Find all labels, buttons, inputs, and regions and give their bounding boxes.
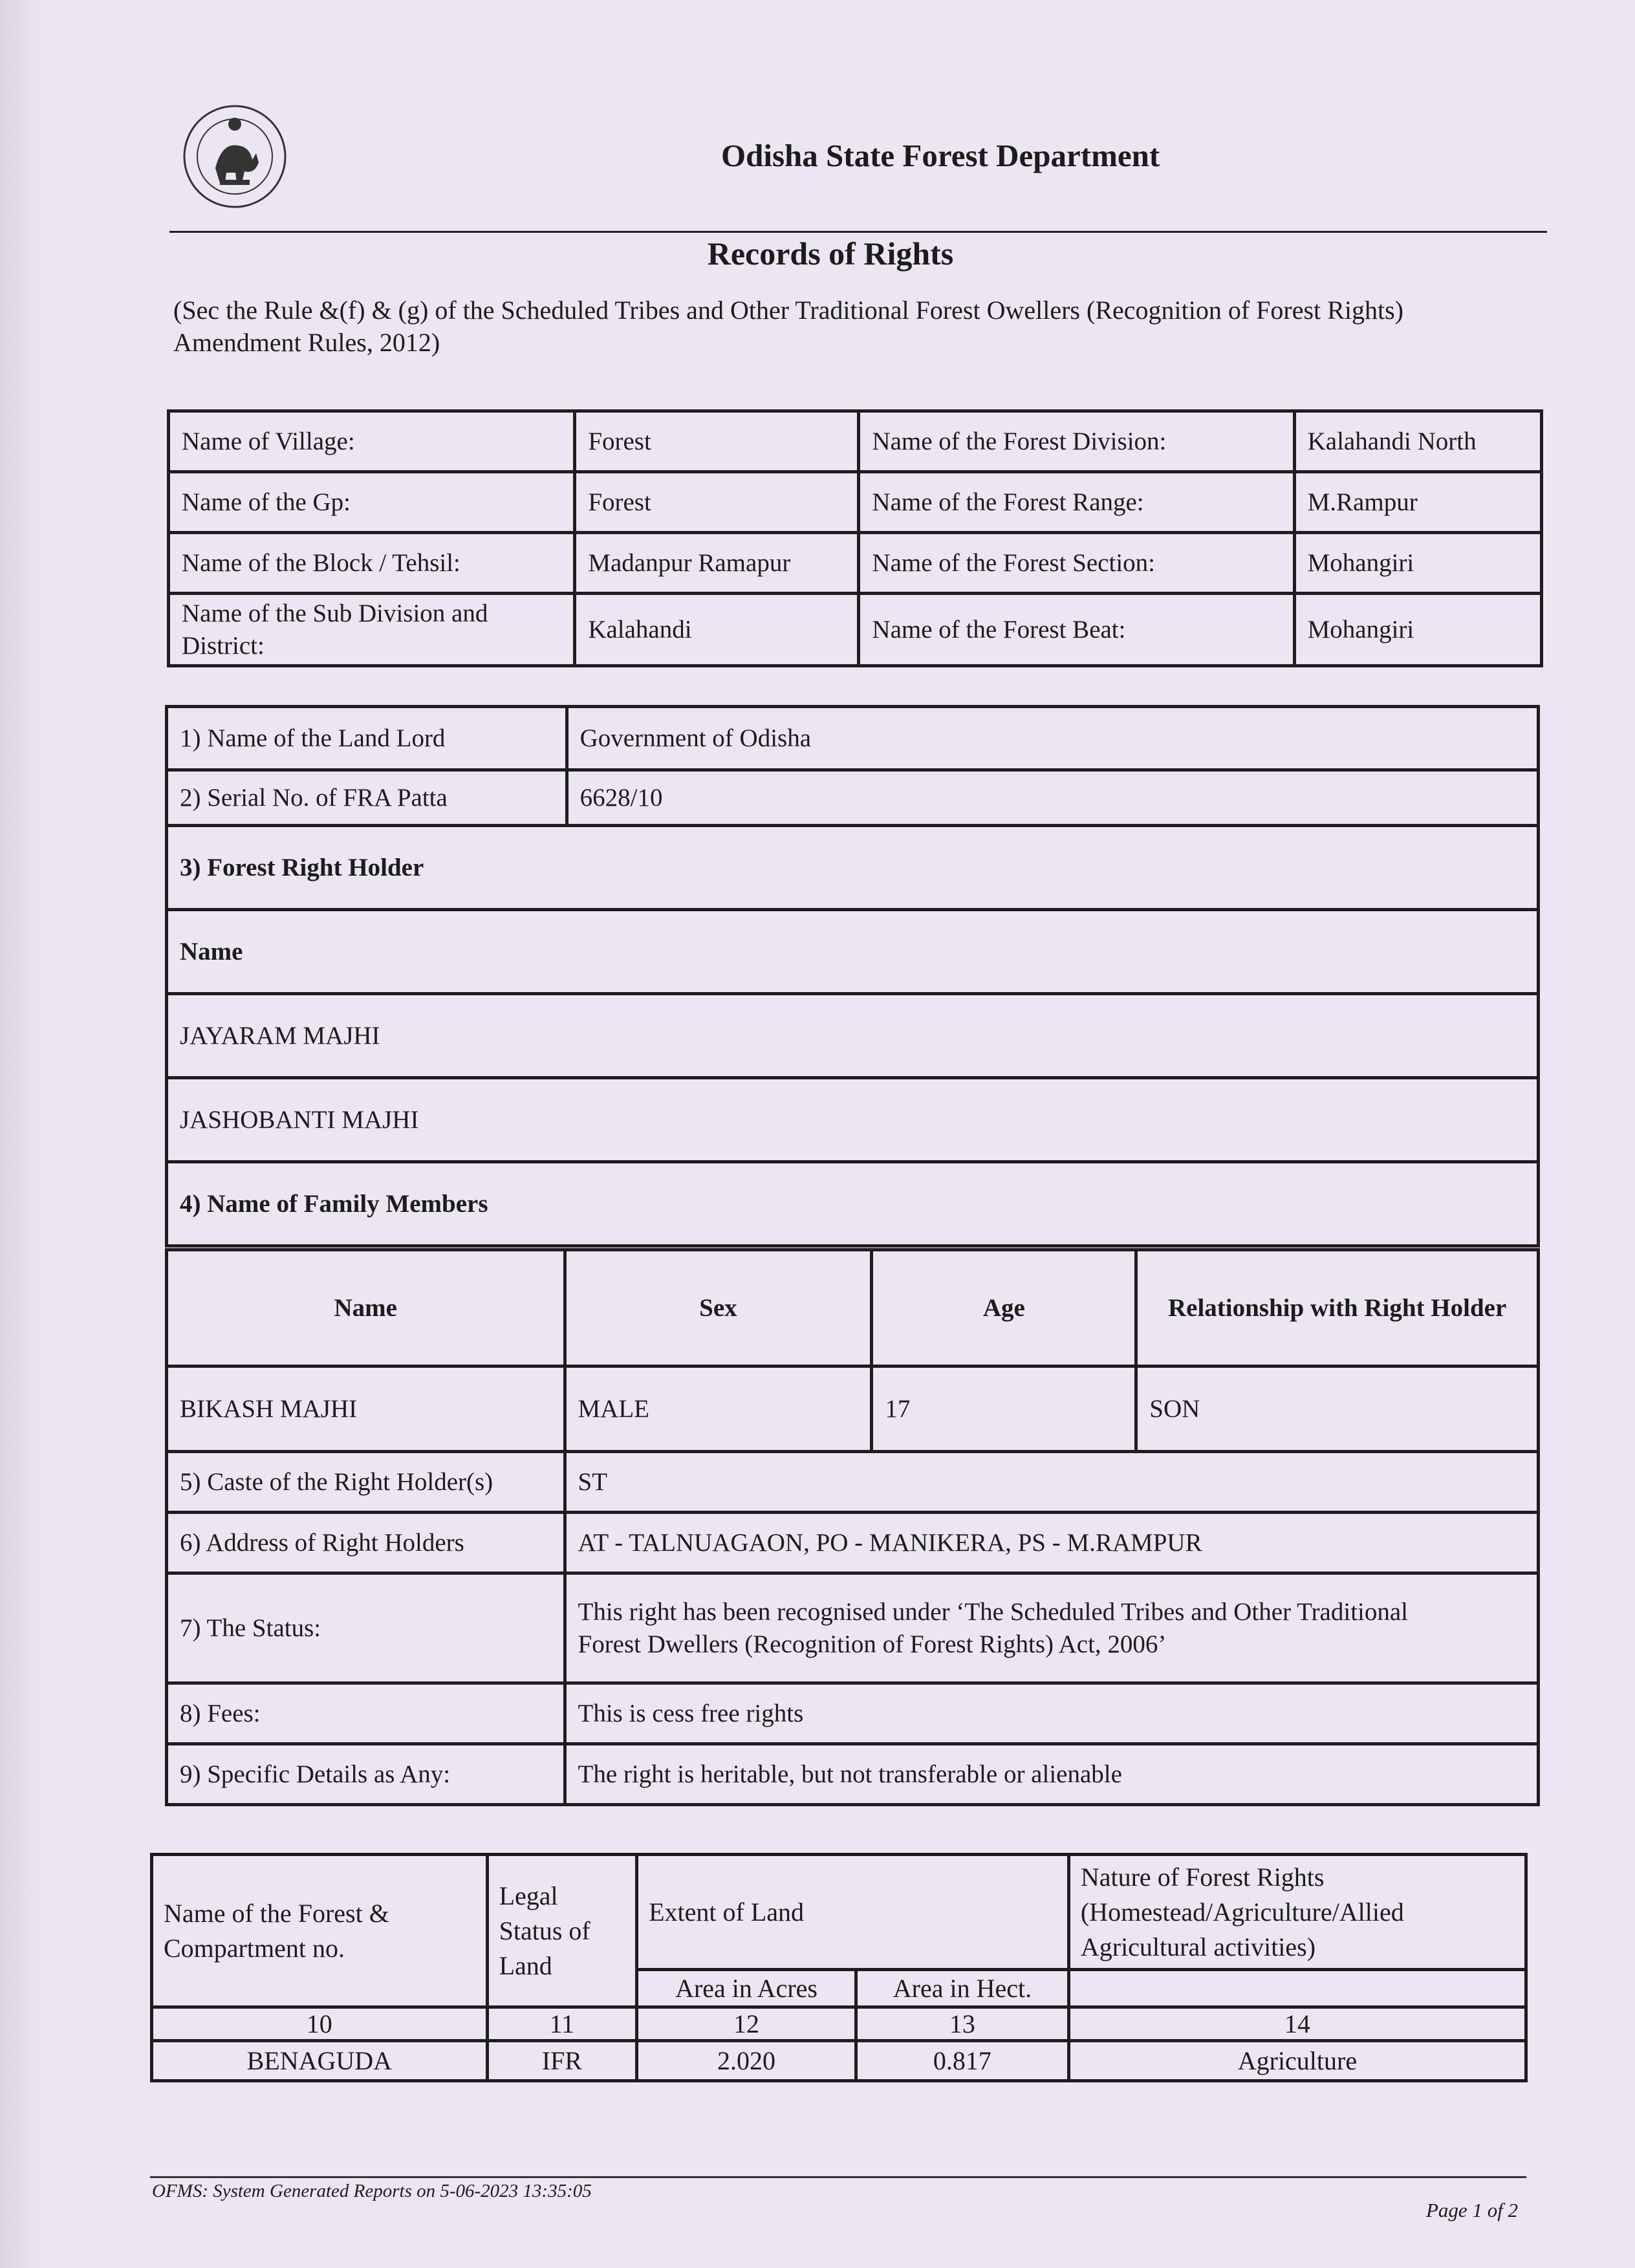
col-age-header: Age: [872, 1250, 1136, 1366]
table-row: [167, 826, 1539, 910]
block-label: Name of the Block / Tehsil:: [169, 533, 575, 594]
area-acres-header: Area in Acres: [637, 1970, 856, 2007]
table-row: [169, 594, 1542, 666]
gp-value: Forest: [575, 472, 859, 533]
document-title: Records of Rights: [707, 235, 954, 272]
table-row: [152, 2041, 1526, 2081]
patta-serial-value: 6628/10: [567, 770, 1538, 826]
table-row: [167, 994, 1539, 1078]
table-header-row: [152, 1855, 1526, 1970]
subdivision-label: Name of the Sub Division and District:: [169, 594, 575, 666]
column-number-row: [152, 2007, 1526, 2041]
holder-name: JAYARAM MAJHI: [167, 994, 1539, 1078]
header-divider: [169, 231, 1547, 233]
family-members-table: [165, 1248, 1540, 1806]
generated-timestamp: OFMS: System Generated Reports on 5-06-2023 13:35:05: [152, 2181, 592, 2201]
location-table: [167, 409, 1543, 667]
table-row: [169, 411, 1542, 472]
member-age: 17: [872, 1366, 1136, 1452]
table-header-row: [167, 1250, 1539, 1366]
division-label: Name of the Forest Division:: [859, 411, 1294, 472]
address-value: AT - TALNUAGAON, PO - MANIKERA, PS - M.RAMPUR: [565, 1513, 1539, 1573]
footer-divider: [150, 2176, 1526, 2178]
col-number: 10: [152, 2007, 488, 2041]
table-row: [167, 1162, 1539, 1246]
member-sex: MALE: [565, 1366, 872, 1452]
col-number: 14: [1068, 2007, 1526, 2041]
fees-value: This is cess free rights: [565, 1683, 1539, 1744]
area-acres: 2.020: [637, 2041, 856, 2081]
nature-header: Nature of Forest Rights (Homestead/Agriculture/Allied Agricultural activities): [1068, 1855, 1526, 1970]
caste-label: 5) Caste of the Right Holder(s): [167, 1452, 565, 1513]
area-hect: 0.817: [856, 2041, 1068, 2081]
nature-subheader: [1068, 1970, 1526, 2007]
table-row: [167, 1513, 1539, 1573]
status-value: [565, 1573, 1539, 1683]
gp-label: Name of the Gp:: [169, 472, 575, 533]
section-label: Name of the Forest Section:: [859, 533, 1294, 594]
page-number: Page 1 of 2: [1426, 2199, 1519, 2221]
beat-value: Mohangiri: [1294, 594, 1541, 666]
holder-name-heading: Name: [167, 910, 1539, 994]
extent-header: Extent of Land: [637, 1855, 1069, 1970]
col-number: 12: [637, 2007, 856, 2041]
nature-of-rights: Agriculture: [1068, 2041, 1526, 2081]
details-label: 9) Specific Details as Any:: [167, 1744, 565, 1805]
rights-holder-table: [165, 705, 1540, 1247]
member-relation: SON: [1136, 1366, 1539, 1452]
status-line-1: This right has been recognised under ‘The Scheduled Tribes and Other Traditional: [578, 1597, 1409, 1626]
details-value: The right is heritable, but not transferable or alienable: [565, 1744, 1539, 1805]
village-value: Forest: [575, 411, 859, 472]
land-details-table: [150, 1853, 1528, 2082]
holder-name: JASHOBANTI MAJHI: [167, 1078, 1539, 1162]
right-holder-heading: 3) Forest Right Holder: [167, 826, 1539, 910]
status-line-2: Forest Dwellers (Recognition of Forest Rights) Act, 2006’: [578, 1630, 1167, 1658]
member-name: BIKASH MAJHI: [167, 1366, 565, 1452]
department-title: Odisha State Forest Department: [721, 138, 1160, 173]
forest-name: BENAGUDA: [152, 2041, 488, 2081]
family-members-heading: 4) Name of Family Members: [167, 1162, 1539, 1246]
section-value: Mohangiri: [1294, 533, 1541, 594]
table-row: [169, 533, 1542, 594]
table-row: [169, 472, 1542, 533]
col-sex-header: Sex: [565, 1250, 872, 1366]
status-label: 7) The Status:: [167, 1573, 565, 1683]
table-row: [167, 1744, 1539, 1805]
division-value: Kalahandi North: [1294, 411, 1541, 472]
table-row: [167, 1078, 1539, 1162]
table-row: [167, 1573, 1539, 1683]
col-number: 11: [487, 2007, 636, 2041]
range-value: M.Rampur: [1294, 472, 1541, 533]
range-label: Name of the Forest Range:: [859, 472, 1294, 533]
col-relation-header: Relationship with Right Holder: [1136, 1250, 1539, 1366]
legal-status-header: Legal Status of Land: [487, 1855, 636, 2007]
fees-label: 8) Fees:: [167, 1683, 565, 1744]
table-row: [167, 1366, 1539, 1452]
table-row: [167, 770, 1539, 826]
landlord-value: Government of Odisha: [567, 707, 1538, 770]
block-value: Madanpur Ramapur: [575, 533, 859, 594]
col-number: 13: [856, 2007, 1068, 2041]
table-row: [167, 910, 1539, 994]
document-subtitle: (Sec the Rule &(f) & (g) of the Scheduled Tribes and Other Traditional Forest Owellers (Recognition of Forest Rights) Amendment Rules, 2012): [173, 296, 1403, 357]
scan-shadow: [0, 0, 45, 2268]
subdivision-value: Kalahandi: [575, 594, 859, 666]
forest-compartment-header: Name of the Forest & Compartment no.: [152, 1855, 488, 2007]
caste-value: ST: [565, 1452, 1539, 1513]
area-hect-header: Area in Hect.: [856, 1970, 1068, 2007]
landlord-label: 1) Name of the Land Lord: [167, 707, 567, 770]
patta-serial-label: 2) Serial No. of FRA Patta: [167, 770, 567, 826]
table-row: [167, 1683, 1539, 1744]
beat-label: Name of the Forest Beat:: [859, 594, 1294, 666]
village-label: Name of Village:: [169, 411, 575, 472]
table-row: [167, 1452, 1539, 1513]
odisha-emblem-icon: [180, 97, 290, 220]
address-label: 6) Address of Right Holders: [167, 1513, 565, 1573]
col-name-header: Name: [167, 1250, 565, 1366]
table-row: [167, 707, 1539, 770]
legal-status: IFR: [487, 2041, 636, 2081]
